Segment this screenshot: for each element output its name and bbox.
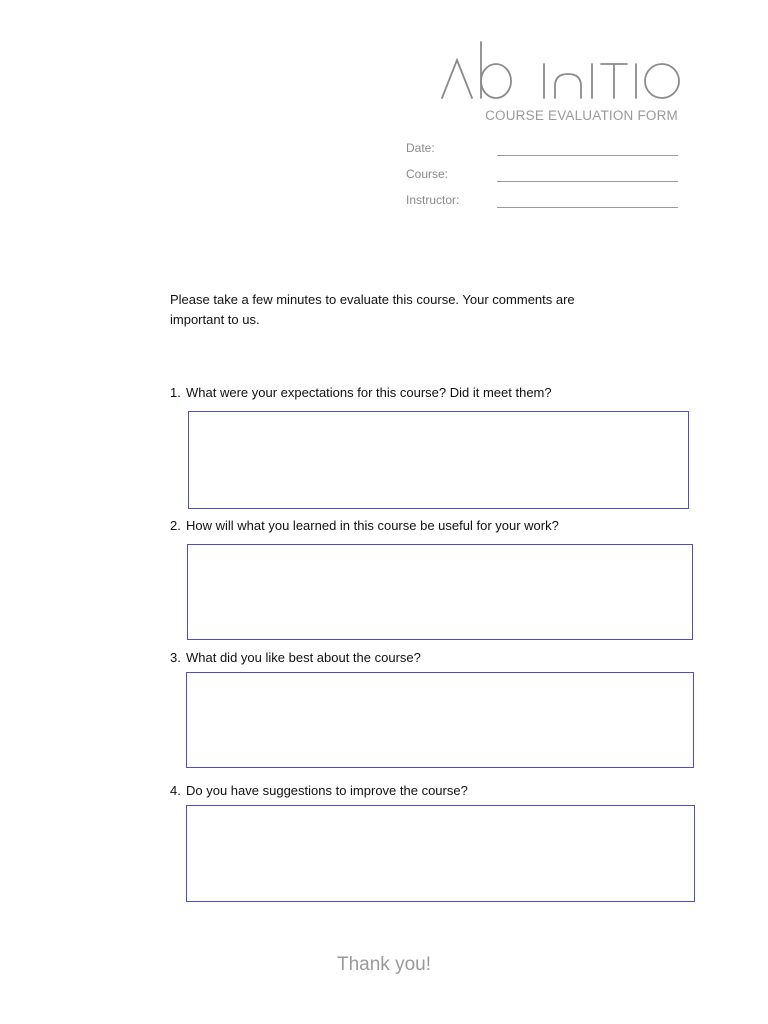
question-2 [170, 518, 559, 533]
answer-box-3[interactable] [186, 672, 694, 768]
course-label: Course: [406, 167, 449, 181]
form-title: COURSE EVALUATION FORM [485, 108, 678, 123]
intro-text: Please take a few minutes to evaluate this course. Your comments are important to us. [170, 292, 575, 327]
question-text: Do you have suggestions to improve the course? [186, 783, 468, 798]
question-number: 1. [170, 385, 181, 400]
thank-you-text: Thank you! [337, 954, 431, 975]
instructor-label: Instructor: [406, 193, 460, 207]
question-text: What were your expectations for this course? Did it meet them? [186, 385, 552, 400]
course-field[interactable] [497, 181, 678, 182]
question-text: What did you like best about the course? [186, 650, 421, 665]
question-number: 3. [170, 650, 181, 665]
question-number: 2. [170, 518, 181, 533]
instructor-field[interactable] [497, 207, 678, 208]
answer-box-4[interactable] [186, 805, 695, 902]
question-text: How will what you learned in this course be useful for your work? [186, 518, 559, 533]
answer-box-1[interactable] [188, 411, 689, 509]
ab-initio-logo [438, 38, 684, 104]
question-number: 4. [170, 783, 181, 798]
date-label: Date: [406, 141, 435, 155]
question-1 [170, 385, 552, 400]
date-field[interactable] [497, 155, 678, 156]
question-3 [170, 650, 421, 665]
question-4 [170, 783, 468, 798]
answer-box-2[interactable] [187, 544, 693, 640]
